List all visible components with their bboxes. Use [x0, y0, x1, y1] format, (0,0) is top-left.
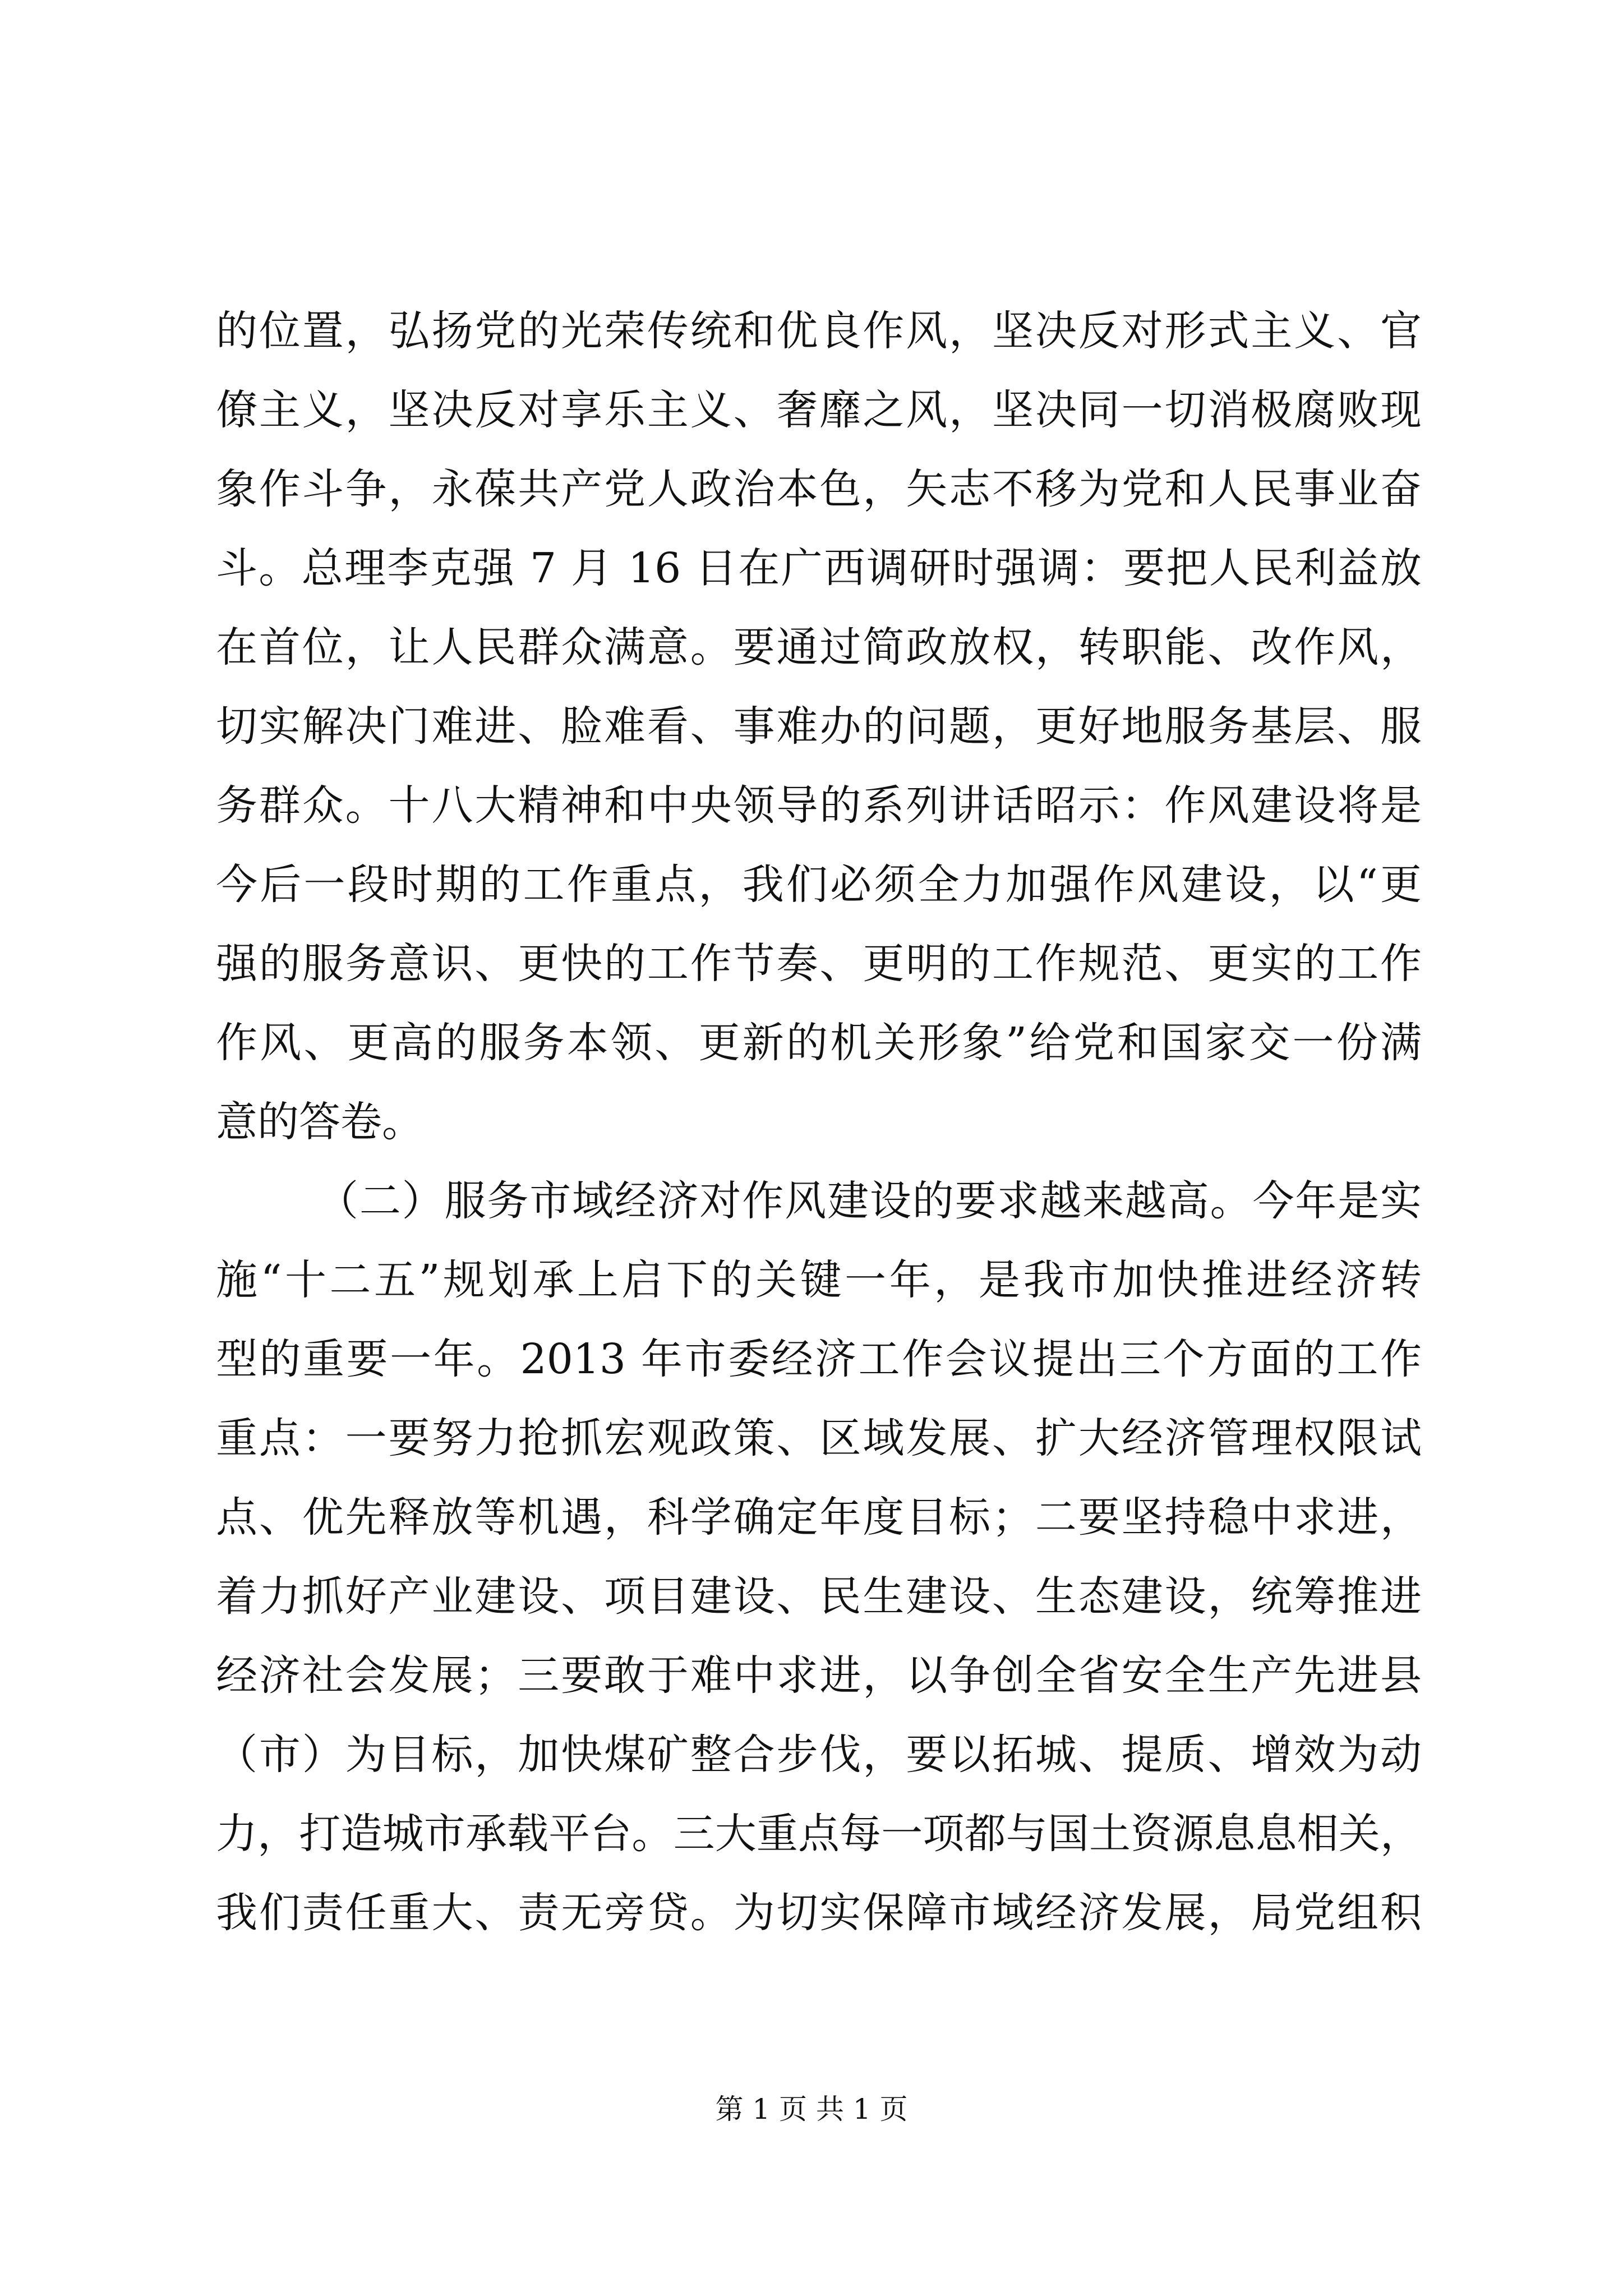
- text-line: 力，打造城市承载平台。三大重点每一项都与国土资源息息相关，: [216, 1810, 1422, 1858]
- text-line: 型的重要一年。2013 年市委经济工作会议提出三个方面的工作: [216, 1335, 1422, 1383]
- text-line: 着力抓好产业建设、项目建设、民生建设、生态建设，统筹推进: [216, 1572, 1422, 1621]
- text-line: 在首位，让人民群众满意。要通过简政放权，转职能、改作风，: [216, 623, 1422, 671]
- text-line: 点、优先释放等机遇，科学确定年度目标；二要坚持稳中求进，: [216, 1493, 1422, 1542]
- text-line: （二）服务市域经济对作风建设的要求越来越高。今年是实: [317, 1177, 1422, 1225]
- text-line: 斗。总理李克强 7 月 16 日在广西调研时强调：要把人民利益放: [216, 544, 1422, 592]
- text-line: 经济社会发展；三要敢于难中求进，以争创全省安全生产先进县: [216, 1651, 1422, 1700]
- text-line: （市）为目标，加快煤矿整合步伐，要以拓城、提质、增效为动: [216, 1731, 1422, 1779]
- page-number-label: 第 1 页 共 1 页: [715, 2093, 908, 2125]
- text-line: 我们责任重大、责无旁贷。为切实保障市域经济发展，局党组积: [216, 1889, 1422, 1937]
- text-line: 作风、更高的服务本领、更新的机关形象”给党和国家交一份满: [216, 1019, 1422, 1067]
- text-line: 重点：一要努力抢抓宏观政策、区域发展、扩大经济管理权限试: [216, 1414, 1422, 1462]
- text-line: 切实解决门难进、脸难看、事难办的问题，更好地服务基层、服: [216, 702, 1422, 751]
- text-line: 的位置，弘扬党的光荣传统和优良作风，坚决反对形式主义、官: [216, 307, 1422, 355]
- text-line: 强的服务意识、更快的工作节奏、更明的工作规范、更实的工作: [216, 940, 1422, 988]
- page-footer: [0, 2090, 1623, 2129]
- text-line: 施“十二五”规划承上启下的关键一年，是我市加快推进经济转: [216, 1256, 1422, 1304]
- body-text: [216, 292, 1422, 1953]
- text-line: 务群众。十八大精神和中央领导的系列讲话昭示：作风建设将是: [216, 781, 1422, 830]
- text-line: 意的答卷。: [216, 1098, 423, 1146]
- text-line: 僚主义，坚决反对享乐主义、奢靡之风，坚决同一切消极腐败现: [216, 386, 1422, 434]
- text-line: 象作斗争，永葆共产党人政治本色，矢志不移为党和人民事业奋: [216, 465, 1422, 513]
- text-line: 今后一段时期的工作重点，我们必须全力加强作风建设，以“更: [216, 861, 1422, 909]
